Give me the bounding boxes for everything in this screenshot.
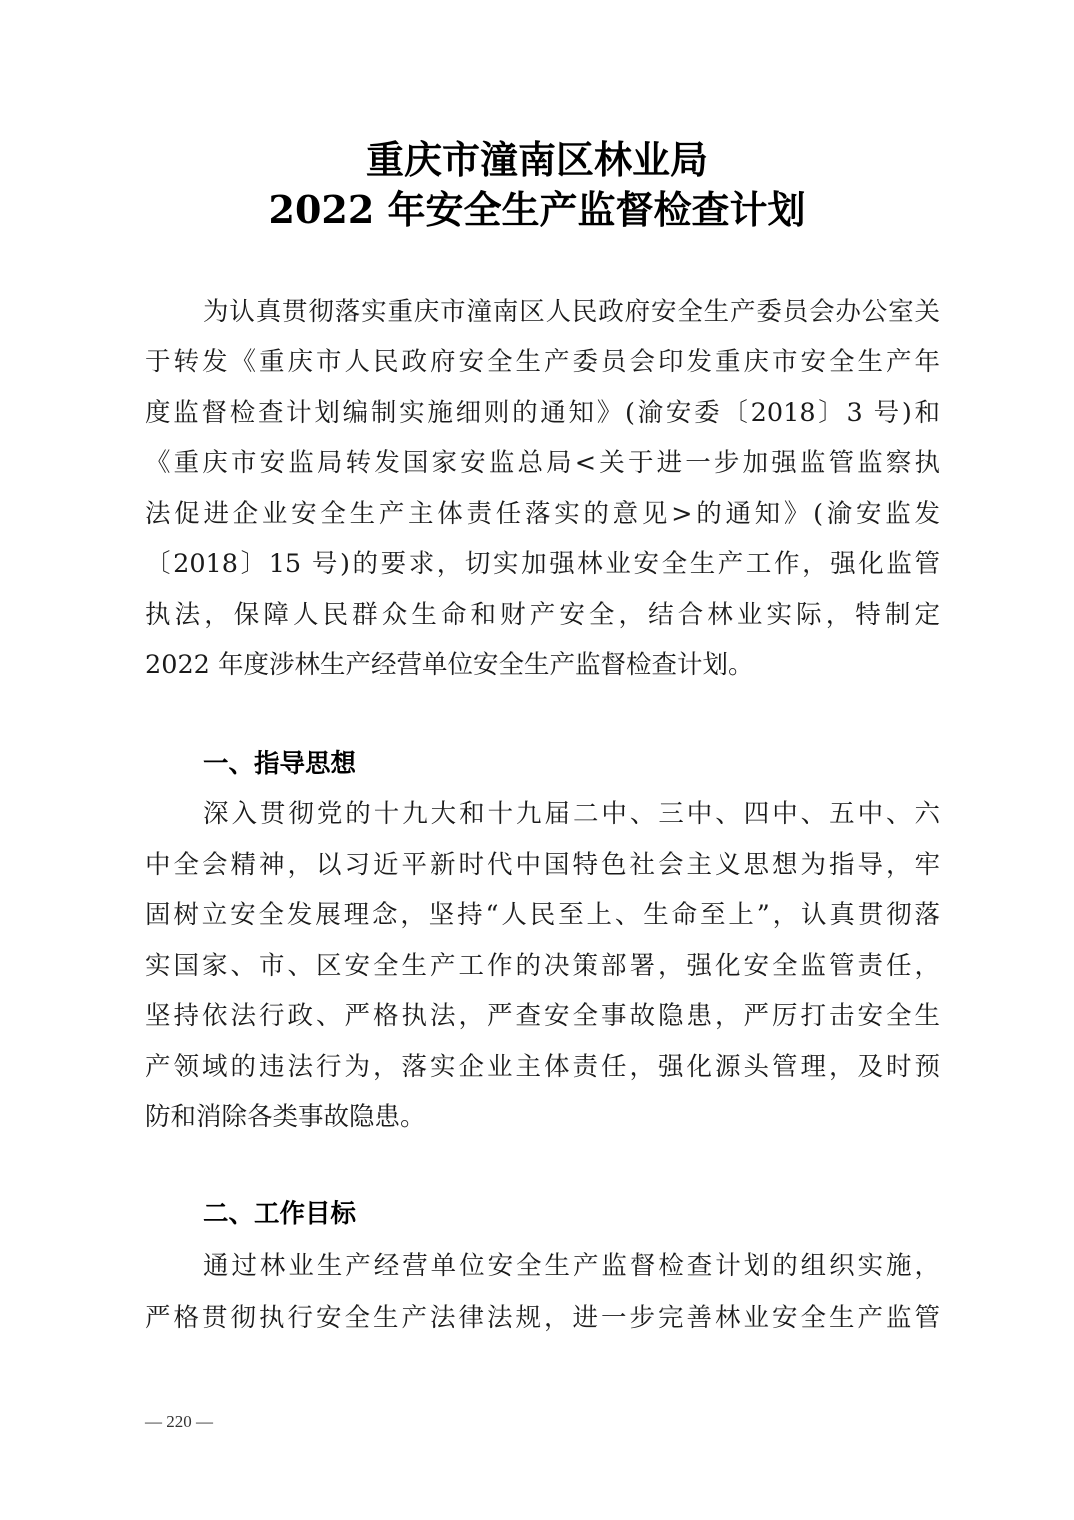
paragraph-line: 中全会精神，以习近平新时代中国特色社会主义思想为指导，牢 — [145, 850, 940, 880]
paragraph-line: 度监督检查计划编制实施细则的通知》(渝安委〔2018〕3 号)和 — [145, 398, 940, 428]
paragraph-line: 法促进企业安全生产主体责任落实的意见>的通知》(渝安监发 — [145, 499, 940, 529]
page-number: — 220 — — [145, 1412, 213, 1431]
paragraph-line: 2022 年度涉林生产经营单位安全生产监督检查计划。 — [145, 650, 754, 680]
paragraph-line: 产领域的违法行为，落实企业主体责任，强化源头管理，及时预 — [145, 1052, 940, 1082]
section-heading: 一、指导思想 — [203, 749, 357, 779]
section-heading: 二、工作目标 — [203, 1199, 357, 1229]
paragraph-line: 防和消除各类事故隐患。 — [145, 1102, 426, 1132]
paragraph-line: 执法，保障人民群众生命和财产安全，结合林业实际，特制定 — [145, 600, 940, 630]
paragraph-line: 严格贯彻执行安全生产法律法规，进一步完善林业安全生产监管 — [145, 1303, 940, 1333]
paragraph-line: 深入贯彻党的十九大和十九届二中、三中、四中、五中、六 — [203, 799, 940, 829]
paragraph-line: 坚持依法行政、严格执法，严查安全事故隐患，严厉打击安全生 — [145, 1001, 940, 1031]
document-title-line1: 重庆市潼南区林业局 — [365, 137, 708, 182]
paragraph-line: 为认真贯彻落实重庆市潼南区人民政府安全生产委员会办公室关 — [203, 297, 940, 327]
document-title-line2: 2022 年安全生产监督检查计划 — [268, 187, 806, 232]
paragraph-line: 通过林业生产经营单位安全生产监督检查计划的组织实施， — [203, 1251, 940, 1281]
paragraph-line: 《重庆市安监局转发国家安监总局<关于进一步加强监管监察执 — [145, 448, 940, 478]
paragraph-line: 固树立安全发展理念，坚持“人民至上、生命至上”，认真贯彻落 — [145, 900, 940, 930]
paragraph-line: 实国家、市、区安全生产工作的决策部署，强化安全监管责任， — [145, 951, 940, 981]
paragraph-line: 于转发《重庆市人民政府安全生产委员会印发重庆市安全生产年 — [145, 347, 940, 377]
paragraph-line: 〔2018〕15 号)的要求，切实加强林业安全生产工作，强化监管 — [145, 549, 940, 579]
